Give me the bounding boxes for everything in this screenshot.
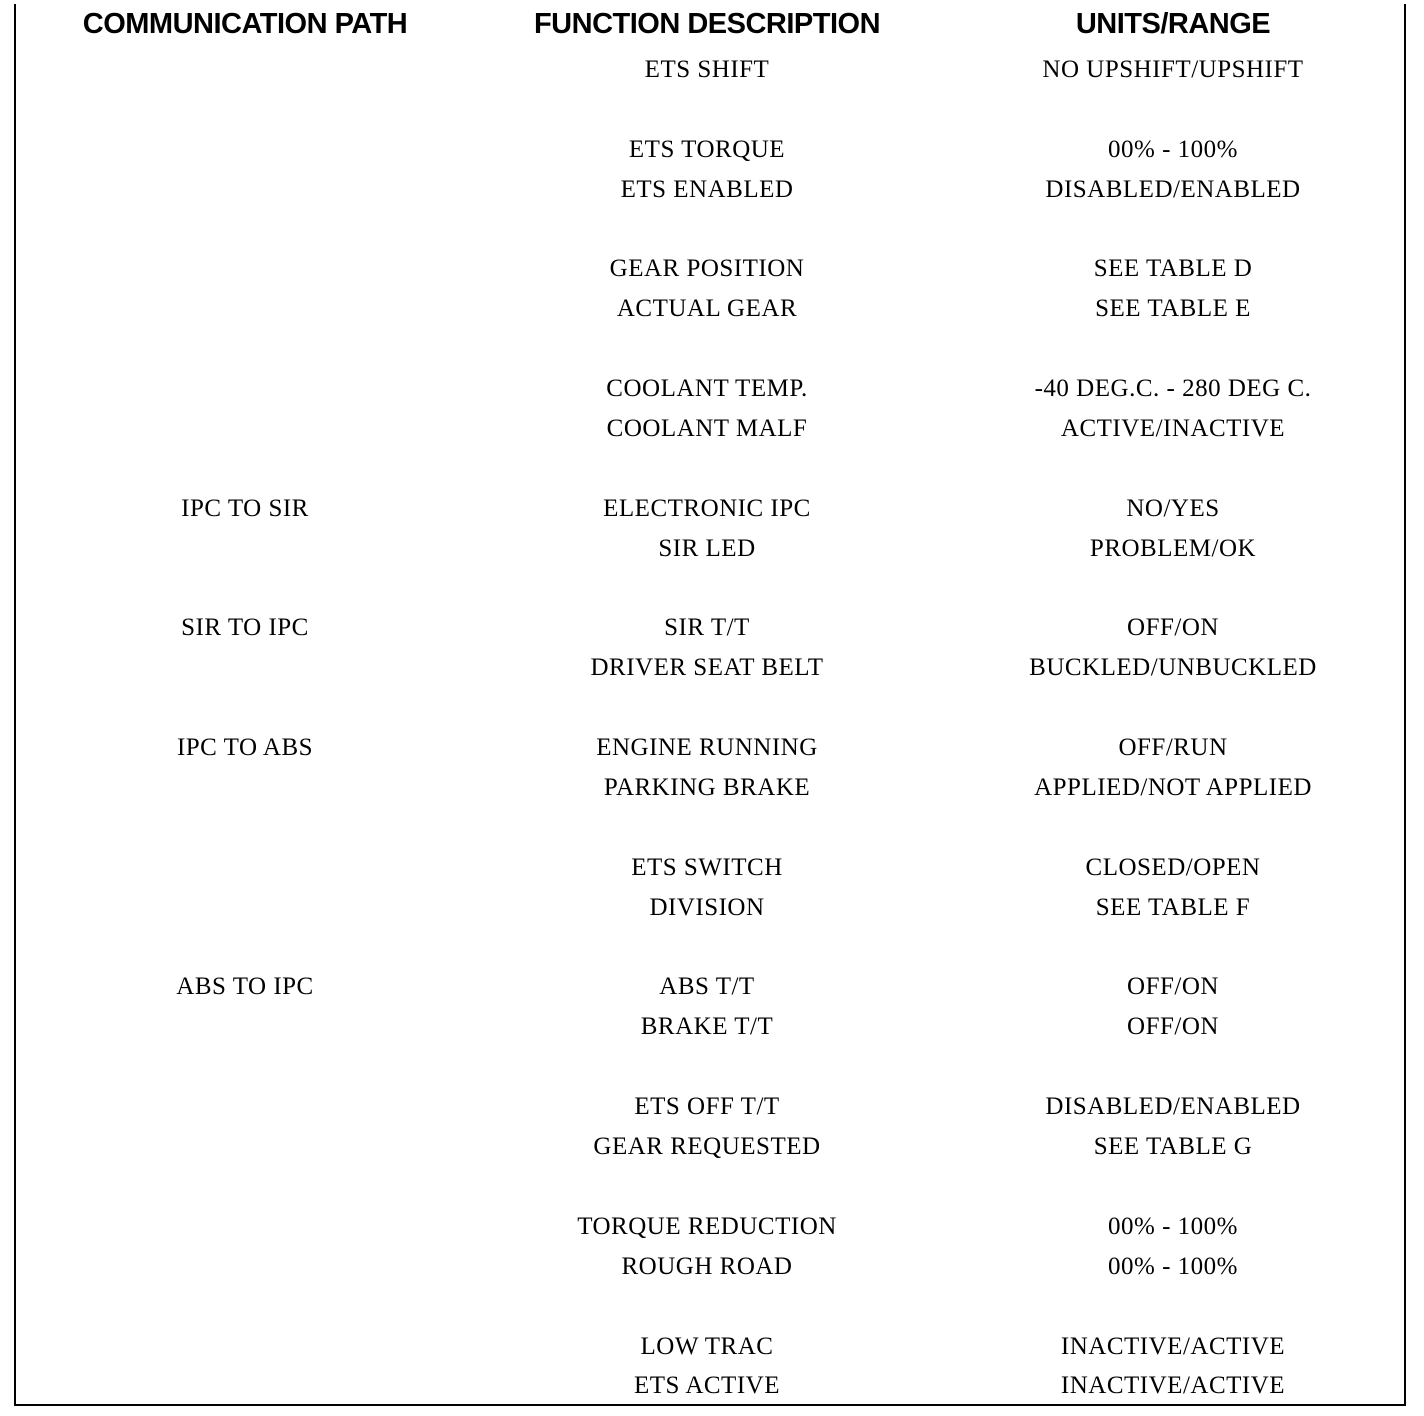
units-range-cell: ACTIVE/INACTIVE <box>1060 415 1286 443</box>
function-description-cell: ETS SHIFT <box>644 56 770 83</box>
spacer-row <box>0 1047 1424 1087</box>
spacer-row <box>0 1167 1424 1207</box>
units-range-cell: OFF/ON <box>1127 1013 1219 1041</box>
units-range-cell: OFF/ON <box>1127 614 1219 642</box>
function-description-cell: SIR LED <box>658 534 756 562</box>
table-row <box>0 888 1424 928</box>
spacer-row <box>0 210 1424 250</box>
spacer-row <box>0 928 1424 968</box>
table-row <box>0 409 1424 449</box>
units-range-cell: INACTIVE/ACTIVE <box>1060 1372 1286 1400</box>
units-range-cell: 00% - 100% <box>1108 1252 1238 1280</box>
function-description-cell: ABS T/T <box>659 973 755 1001</box>
table-row <box>0 249 1424 289</box>
units-range-cell: OFF/ON <box>1127 973 1219 1001</box>
table-row <box>0 50 1424 90</box>
function-description-cell: SIR T/T <box>664 614 750 642</box>
table-row <box>0 648 1424 688</box>
function-description-cell: ETS SWITCH <box>631 853 783 881</box>
spacer-row <box>0 449 1424 489</box>
function-description-cell: PARKING BRAKE <box>603 774 811 802</box>
function-description-cell: ETS ENABLED <box>620 175 794 203</box>
table-row <box>0 848 1424 888</box>
function-description-cell: COOLANT TEMP. <box>606 375 808 403</box>
table-row <box>0 768 1424 808</box>
function-description-cell: DRIVER SEAT BELT <box>590 654 824 682</box>
function-description-cell: LOW TRAC <box>640 1332 774 1360</box>
table-row <box>0 728 1424 768</box>
spacer-row <box>0 1287 1424 1327</box>
table-body <box>0 50 1424 1406</box>
table-row <box>0 1247 1424 1287</box>
function-description-cell: ENGINE RUNNING <box>596 734 818 762</box>
table-row <box>0 489 1424 529</box>
units-range-cell: BUCKLED/UNBUCKLED <box>1029 654 1317 682</box>
units-range-cell: CLOSED/OPEN <box>1085 853 1261 881</box>
units-range-cell: SEE TABLE E <box>1095 295 1251 323</box>
table-row <box>0 130 1424 170</box>
function-description-cell: ETS OFF T/T <box>634 1093 780 1121</box>
units-range-cell: DISABLED/ENABLED <box>1045 175 1301 203</box>
units-range-cell: 00% - 100% <box>1108 135 1238 163</box>
units-range-cell: APPLIED/NOT APPLIED <box>1034 774 1312 802</box>
units-range-cell: -40 DEG.C. - 280 DEG C. <box>1034 375 1312 403</box>
table-row <box>0 1327 1424 1367</box>
table-row <box>0 170 1424 210</box>
units-range-cell: PROBLEM/OK <box>1089 534 1257 562</box>
function-description-cell: ROUGH ROAD <box>621 1252 793 1280</box>
header-units-range: UNITS/RANGE <box>1075 8 1271 40</box>
communication-path-cell: IPC TO SIR <box>181 494 309 522</box>
function-description-cell: TORQUE REDUCTION <box>577 1212 837 1240</box>
communication-path-cell: SIR TO IPC <box>181 614 309 642</box>
function-description-cell: ACTUAL GEAR <box>616 295 798 323</box>
spacer-row <box>0 569 1424 609</box>
spacer-row <box>0 808 1424 848</box>
communication-path-cell: IPC TO ABS <box>176 734 314 762</box>
units-range-cell: NO/YES <box>1126 494 1220 522</box>
table-row <box>0 1127 1424 1167</box>
function-description-cell: GEAR REQUESTED <box>593 1133 821 1161</box>
table-row <box>0 1087 1424 1127</box>
table-row <box>0 967 1424 1007</box>
table-row <box>0 1207 1424 1247</box>
header-communication-path: COMMUNICATION PATH <box>82 8 408 40</box>
units-range-cell: DISABLED/ENABLED <box>1045 1093 1301 1121</box>
units-range-cell: 00% - 100% <box>1108 1212 1238 1240</box>
table-row <box>0 1366 1424 1406</box>
function-description-cell: ETS ACTIVE <box>634 1372 780 1400</box>
function-description-cell: COOLANT MALF <box>606 415 808 443</box>
units-range-cell: SEE TABLE F <box>1095 893 1251 921</box>
units-range-cell: NO UPSHIFT/UPSHIFT <box>1042 56 1304 83</box>
table-row <box>0 529 1424 569</box>
function-description-cell: BRAKE T/T <box>640 1013 774 1041</box>
function-description-cell: ELECTRONIC IPC <box>603 494 811 522</box>
table-row <box>0 608 1424 648</box>
header-function-description: FUNCTION DESCRIPTION <box>533 8 881 40</box>
function-description-cell: DIVISION <box>649 893 765 921</box>
table-row <box>0 289 1424 329</box>
table-row <box>0 369 1424 409</box>
spacer-row <box>0 688 1424 728</box>
units-range-cell: SEE TABLE G <box>1093 1133 1253 1161</box>
units-range-cell: SEE TABLE D <box>1093 255 1253 283</box>
units-range-cell: INACTIVE/ACTIVE <box>1060 1332 1286 1360</box>
spacer-row <box>0 90 1424 130</box>
function-description-cell: ETS TORQUE <box>628 135 786 163</box>
communication-path-cell: ABS TO IPC <box>176 973 314 1001</box>
spacer-row <box>0 329 1424 369</box>
function-description-cell: GEAR POSITION <box>609 255 805 283</box>
units-range-cell: OFF/RUN <box>1118 734 1228 762</box>
table-row <box>0 1007 1424 1047</box>
